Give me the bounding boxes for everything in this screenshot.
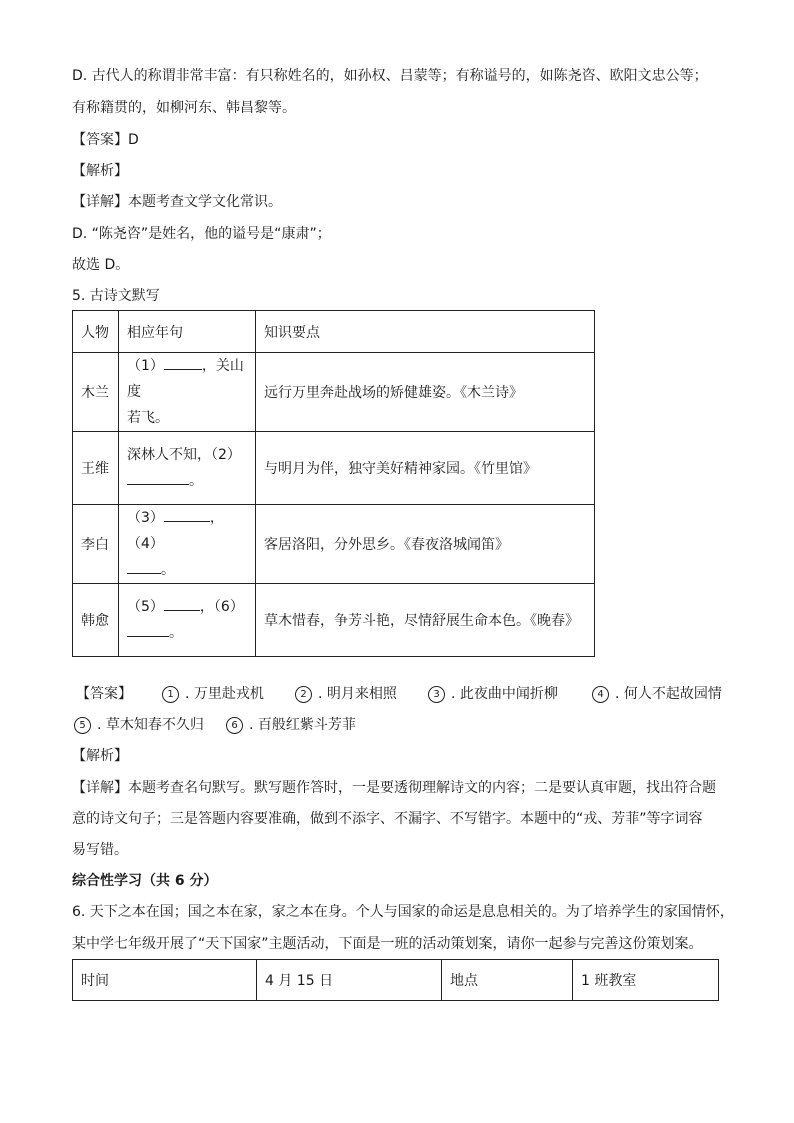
poem-row-mulan <box>73 353 595 432</box>
q4-detail-d: D. “陈尧咨”是姓名，他的谥号是“康肃”； <box>72 226 331 242</box>
poem-table <box>72 310 595 657</box>
circled-number: 1 <box>162 686 179 703</box>
verse-cell: 深林人不知，（2） 。 <box>119 432 256 505</box>
answer-item: 3 . 此夜曲中闻折柳 <box>428 684 558 704</box>
q5-title: 5. 古诗文默写 <box>72 288 160 304</box>
poem-table-header <box>73 311 595 353</box>
header-note: 知识要点 <box>256 311 595 353</box>
answer-item: 1 . 万里赴戎机 <box>162 684 264 704</box>
plan-time-value: 4 月 15 日 <box>257 960 442 1001</box>
circled-number: 6 <box>226 717 243 734</box>
q6-text-line2: 某中学七年级开展了“天下国家”主题活动，下面是一班的活动策划案，请你一起参与完善这份策划案。 <box>72 936 703 952</box>
q4-option-d-line2: 有称籍贯的，如柳河东、韩昌黎等。 <box>72 100 296 116</box>
q5-analysis-label: 【解析】 <box>72 748 128 764</box>
blank-1[interactable] <box>164 355 202 370</box>
header-person: 人物 <box>73 311 119 353</box>
q5-detail-line3: 易写错。 <box>72 842 128 858</box>
answer-item: 5 . 草木知春不久归 <box>74 715 204 735</box>
note-cell: 客居洛阳，分外思乡。《春夜洛城闻笛》 <box>256 505 595 584</box>
plan-place-value: 1 班教室 <box>573 960 719 1001</box>
plan-time-label: 时间 <box>73 960 257 1001</box>
blank-3[interactable] <box>164 507 210 522</box>
poem-row-hanyu <box>73 584 595 657</box>
person-cell: 韩愈 <box>73 584 119 657</box>
note-cell: 草木惜春，争芳斗艳，尽情舒展生命本色。《晚春》 <box>256 584 595 657</box>
q4-analysis-label: 【解析】 <box>72 163 128 179</box>
plan-table <box>72 959 719 1001</box>
q4-option-d-line1: D. 古代人的称谓非常丰富：有只称姓名的，如孙权、吕蒙等；有称谥号的，如陈尧咨、欧阳文忠公等； <box>72 68 708 84</box>
q4-detail: 【详解】本题考查文学文化常识。 <box>72 194 282 210</box>
q5-detail-line1: 【详解】本题考查名句默写。默写题作答时，一是要透彻理解诗文的内容；二是要认真审题，找出符合题 <box>72 780 716 796</box>
plan-row <box>73 960 719 1001</box>
blank-5[interactable] <box>164 596 200 611</box>
blank-2[interactable] <box>127 470 189 485</box>
verse-cell: （3） ，（4） 。 <box>119 505 256 584</box>
circled-number: 4 <box>592 686 609 703</box>
circled-number: 3 <box>428 686 445 703</box>
q4-conclusion: 故选 D。 <box>72 257 130 273</box>
verse-cell: （1） ，关山度 若飞。 <box>119 353 256 432</box>
person-cell: 王维 <box>73 432 119 505</box>
note-cell: 远行万里奔赴战场的矫健雄姿。《木兰诗》 <box>256 353 595 432</box>
plan-place-label: 地点 <box>442 960 573 1001</box>
q5-answer-row-1 <box>72 684 752 706</box>
q5-answer-label: 【答案】 <box>76 686 132 702</box>
verse-cell: （5） ，（6） 。 <box>119 584 256 657</box>
header-line: 相应年句 <box>119 311 256 353</box>
circled-number: 2 <box>295 686 312 703</box>
poem-row-wangwei <box>73 432 595 505</box>
poem-row-libai <box>73 505 595 584</box>
q5-detail-line2: 意的诗文句子；三是答题内容要准确，做到不添字、不漏字、不写错字。本题中的“戎、芳菲”等字词容 <box>72 811 703 827</box>
circled-number: 5 <box>74 717 91 734</box>
q4-answer: 【答案】D <box>72 132 139 148</box>
answer-item: 2 . 明月来相照 <box>295 684 397 704</box>
note-cell: 与明月为伴，独守美好精神家园。《竹里馆》 <box>256 432 595 505</box>
blank-6[interactable] <box>127 622 169 637</box>
q5-answer-row-2 <box>72 715 752 737</box>
answer-item: 4 . 何人不起故园情 <box>592 684 722 704</box>
section-title: 综合性学习（共 6 分） <box>72 873 218 889</box>
person-cell: 李白 <box>73 505 119 584</box>
person-cell: 木兰 <box>73 353 119 432</box>
answer-item: 6 . 百般红紫斗芳菲 <box>226 715 356 735</box>
q6-text-line1: 6. 天下之本在国；国之本在家，家之本在身。个人与国家的命运是息息相关的。为了培养学生的家国情怀， <box>72 904 734 920</box>
blank-4[interactable] <box>127 559 161 574</box>
